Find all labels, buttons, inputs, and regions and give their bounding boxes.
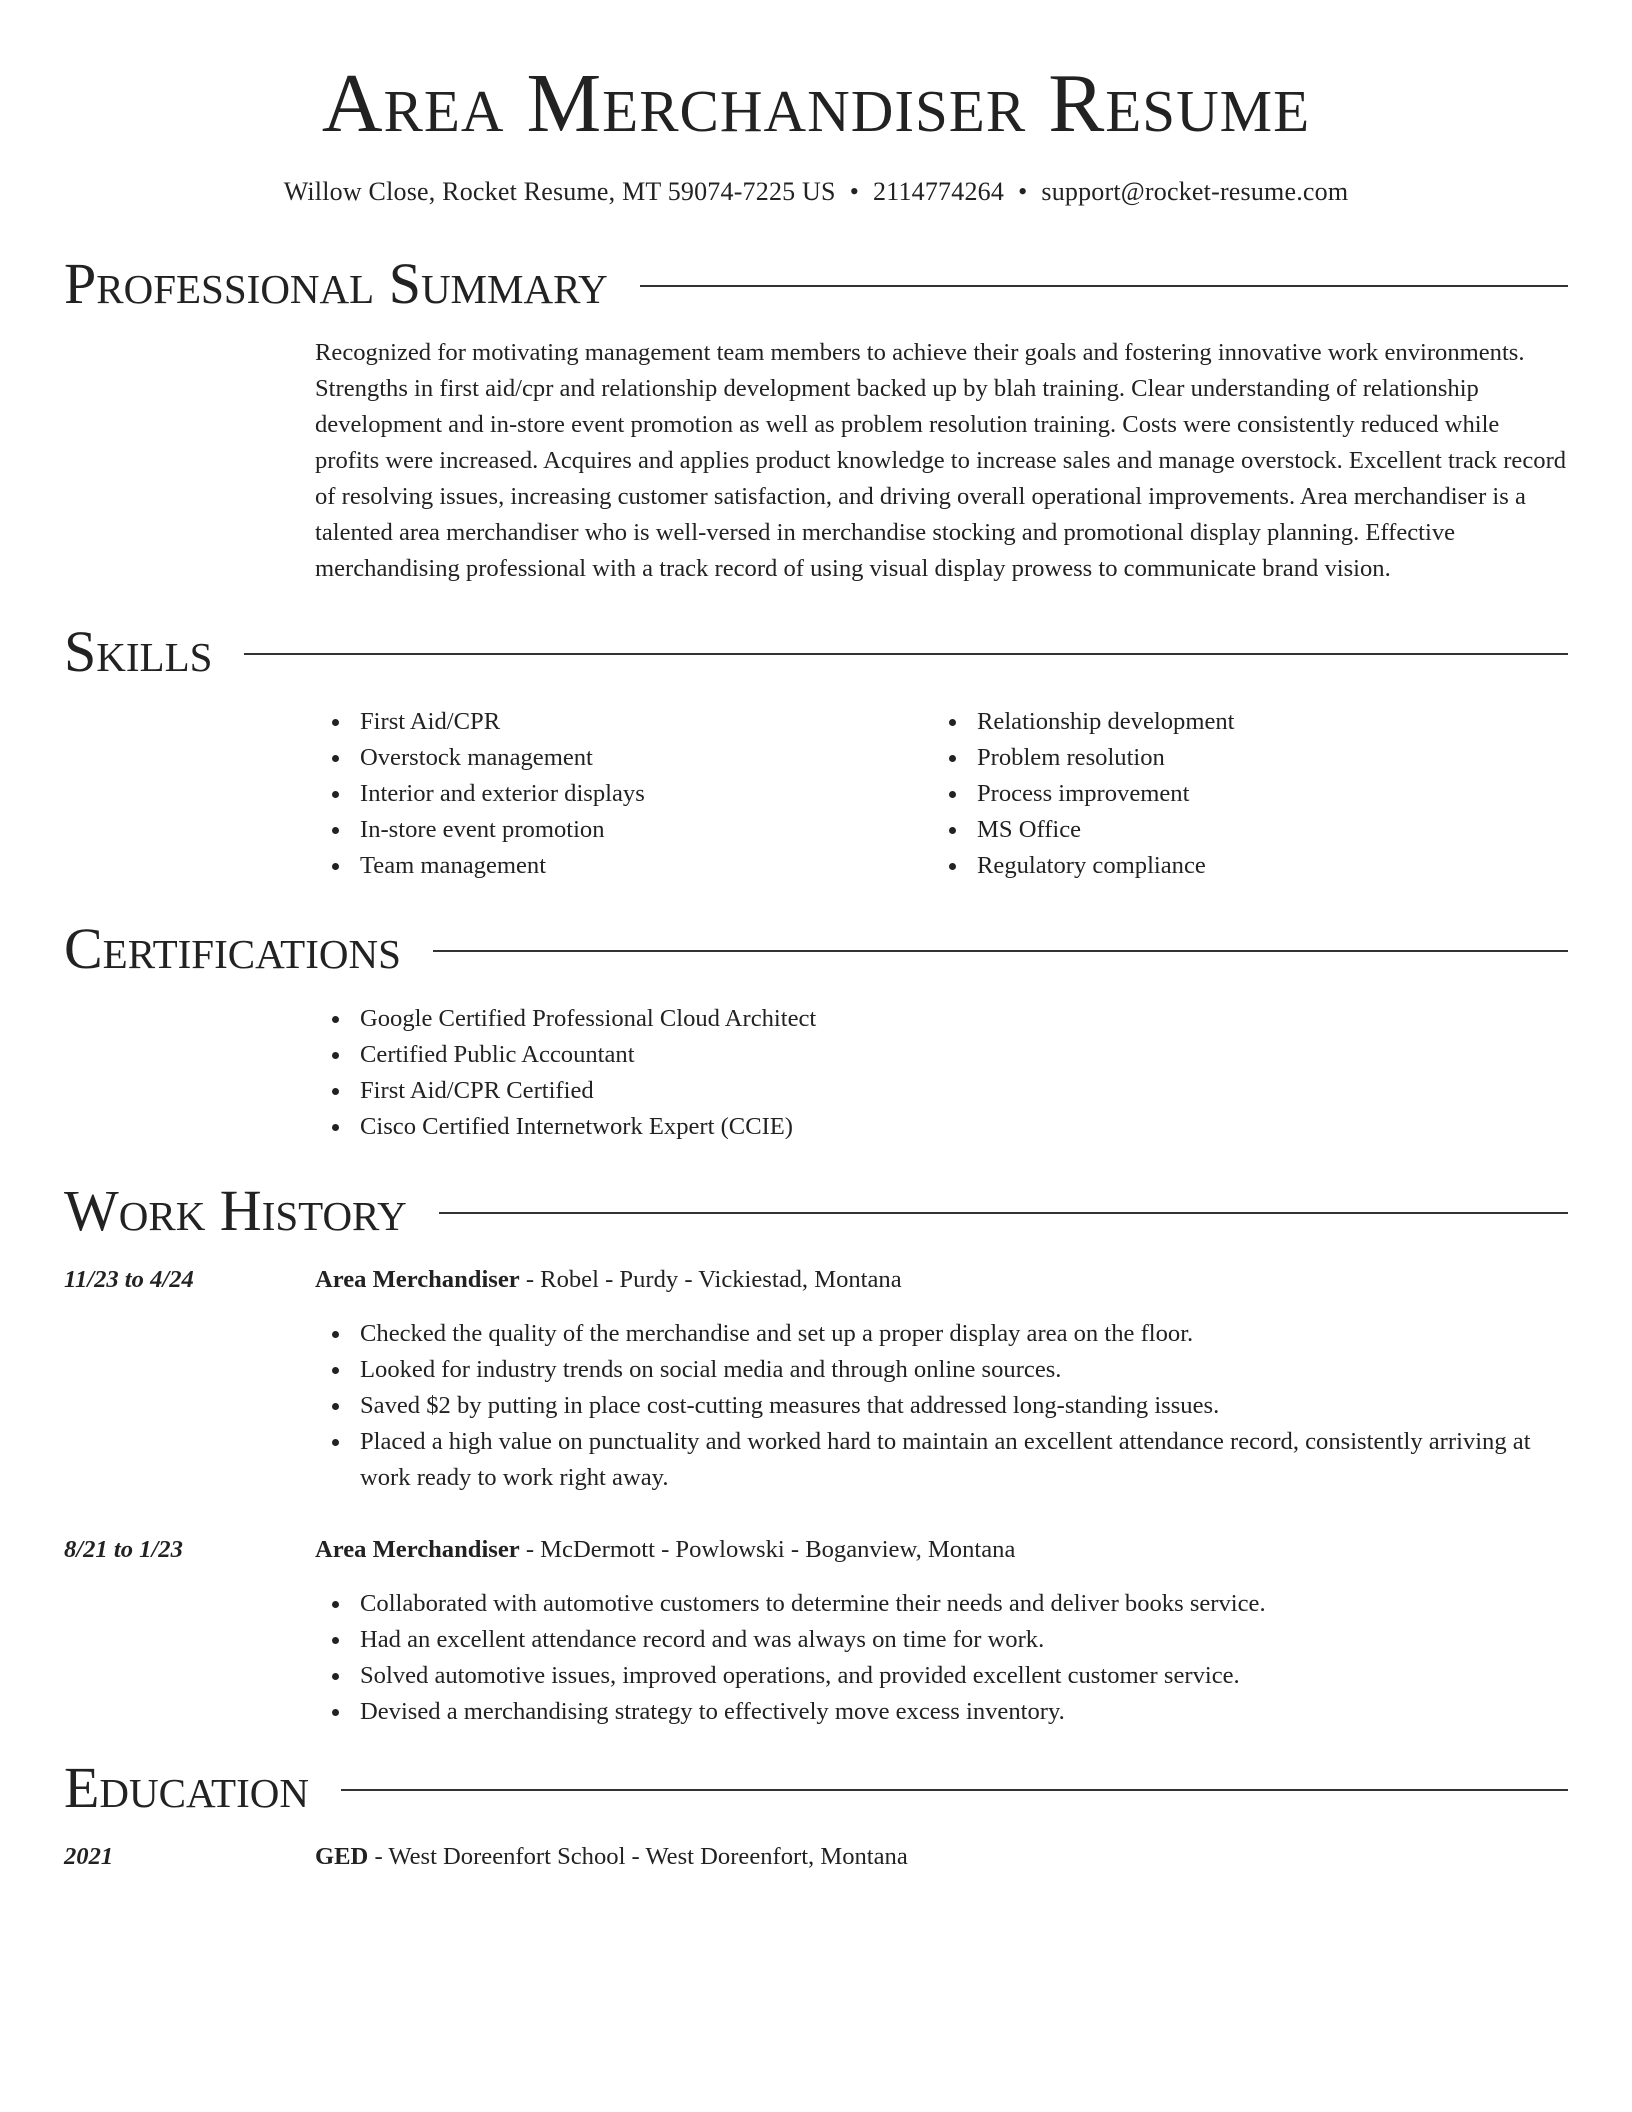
- summary-section-header: [64, 244, 1568, 324]
- job-bullet: Placed a high value on punctuality and worked hard to maintain an excellent attendance record, consistently arriving at work ready to work right away.: [315, 1424, 1568, 1496]
- contact-separator: •: [1018, 177, 1028, 206]
- skill-item: Overstock management: [315, 740, 932, 776]
- work-section-header: [64, 1171, 1568, 1251]
- skill-item: Process improvement: [932, 776, 1549, 812]
- skills-list-left: [315, 704, 932, 884]
- section-divider: [244, 653, 1568, 655]
- contact-address: Willow Close, Rocket Resume, MT 59074-7225 US: [283, 177, 836, 206]
- section-divider: [341, 1789, 1568, 1791]
- work-heading: Work History: [64, 1178, 407, 1243]
- job-dates: 11/23 to 4/24: [64, 1266, 194, 1293]
- contact-line: [64, 152, 1568, 244]
- certifications-section-header: [64, 909, 1568, 989]
- resume-title: Area Merchandiser Resume: [321, 57, 1311, 150]
- education-degree: GED: [315, 1843, 369, 1870]
- skill-item: Interior and exterior displays: [315, 776, 932, 812]
- certification-item: Cisco Certified Internetwork Expert (CCIE): [315, 1109, 1568, 1145]
- skill-item: In-store event promotion: [315, 812, 932, 848]
- education-year: 2021: [64, 1843, 114, 1870]
- section-divider: [433, 950, 1568, 952]
- job-header: [64, 1262, 1568, 1298]
- job-title: Area Merchandiser: [315, 1536, 520, 1563]
- job-bullet: Devised a merchandising strategy to effectively move excess inventory.: [315, 1694, 1568, 1730]
- skills-heading: Skills: [64, 619, 213, 684]
- job-bullet: Had an excellent attendance record and was always on time for work.: [315, 1622, 1568, 1658]
- job-details: - McDermott - Powlowski - Boganview, Montana: [519, 1536, 1016, 1563]
- contact-phone: 2114774264: [873, 177, 1005, 206]
- education-heading: Education: [64, 1755, 309, 1820]
- job-dates: 8/21 to 1/23: [64, 1536, 183, 1563]
- education-entry: [64, 1839, 1568, 1875]
- contact-email: support@rocket-resume.com: [1041, 177, 1349, 206]
- job-bullet: Looked for industry trends on social media and through online sources.: [315, 1352, 1568, 1388]
- job-bullet: Collaborated with automotive customers to determine their needs and deliver books service.: [315, 1586, 1568, 1622]
- job-bullet: Saved $2 by putting in place cost-cutting measures that addressed long-standing issues.: [315, 1388, 1568, 1424]
- skills-list-right: [932, 704, 1549, 884]
- contact-separator: •: [849, 177, 860, 206]
- skill-item: Team management: [315, 848, 932, 884]
- job-info: [315, 1262, 902, 1298]
- job-title: Area Merchandiser: [315, 1266, 520, 1293]
- job-details: - Robel - Purdy - Vickiestad, Montana: [519, 1266, 902, 1293]
- skill-item: Problem resolution: [932, 740, 1549, 776]
- certification-item: First Aid/CPR Certified: [315, 1073, 1568, 1109]
- job-info: [315, 1532, 1015, 1568]
- certifications-list: [315, 1001, 1568, 1145]
- skills-grid: [315, 704, 1568, 884]
- job-bullets: [315, 1316, 1568, 1496]
- skill-item: Relationship development: [932, 704, 1549, 740]
- education-info: [315, 1839, 908, 1875]
- education-details: - West Doreenfort School - West Doreenfort, Montana: [368, 1843, 908, 1870]
- skill-item: First Aid/CPR: [315, 704, 932, 740]
- section-divider: [640, 285, 1568, 287]
- job-bullets: [315, 1586, 1568, 1730]
- job-bullet: Solved automotive issues, improved operations, and provided excellent customer service.: [315, 1658, 1568, 1694]
- job-entry: [64, 1532, 1568, 1730]
- skill-item: MS Office: [932, 812, 1549, 848]
- job-entry: [64, 1262, 1568, 1496]
- skill-item: Regulatory compliance: [932, 848, 1549, 884]
- education-section-header: [64, 1748, 1568, 1828]
- summary-text: Recognized for motivating management team members to achieve their goals and fostering innovative work environments. Strengths in first aid/cpr and relationship development backed up by blah training. Clear understanding of relationship development and in-store event promotion as well as problem resolution training. Costs were consistently reduced while profits were increased. Acquires and applies product knowledge to increase sales and manage overstock. Excellent track record of resolving issues, increasing customer satisfaction, and driving overall operational improvements. Area merchandiser is a talented area merchandiser who is well-versed in merchandise stocking and promotional display planning. Effective merchandising professional with a track record of using visual display prowess to communicate brand vision.: [315, 339, 1567, 582]
- section-divider: [439, 1212, 1568, 1214]
- certification-item: Google Certified Professional Cloud Architect: [315, 1001, 1568, 1037]
- skills-section-header: [64, 612, 1568, 692]
- certifications-heading: Certifications: [64, 916, 401, 981]
- job-bullet: Checked the quality of the merchandise and set up a proper display area on the floor.: [315, 1316, 1568, 1352]
- certification-item: Certified Public Accountant: [315, 1037, 1568, 1073]
- job-header: [64, 1532, 1568, 1568]
- summary-heading: Professional Summary: [64, 251, 608, 316]
- work-history: [64, 1262, 1568, 1730]
